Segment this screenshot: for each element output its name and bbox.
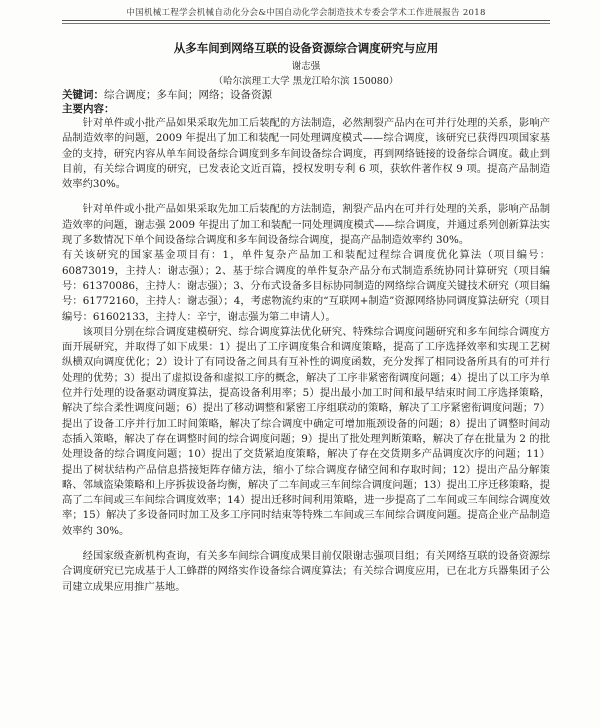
paper-author: 谢志强 <box>291 61 321 72</box>
paragraph-4: 该项目分别在综合调度建模研究、综合调度算法优化研究、特殊综合调度问题研究和多车间综合调度方面开展研究，并取得了如下成果：1）提出了工序调度集合和调度策略，提高了工序选择效率和实现工艺树纵横双向调度优化；2）设计了有同设备之间具有互补性的调度函数，充分发挥了相同设备所具有的可并行处理的优势；3）提出了虚拟设备和虚拟工序的概念，解决了工序非紧密衔调度问题；4）提出了以工序为单位并行处理的设备驱动调度算法，提高设备利用率；5）提出最小加工时间和最早结束时间工序选择策略，解决了综合柔性调度问题；6）提出了移动调整和紧密工序组联动的策略，解决了工序紧密衔调度问题；7）提出了设备工序并行加工时间策略，解决了综合调度中确定可增加瓶颈设备的问题；8）提出了调整时间动态插入策略，解决了存在调整时间的综合调度问题；9）提出了批处理判断策略，解决了存在批量为 2 的批处理设备的综合调度问题；10）提出了交货紧迫度策略，解决了存在交货期多产品调度次序的问题；11）提出了树状结构产品信息搭接矩阵存储方法，缩小了综合调度存储空间和存取时间；12）提出产品分解策略、邻域盗染策略和上序拆拔设备均衡，解决了二车间或三车间综合调度问题；13）提出工序迁移策略，提高了二车间或三车间综合调度效率；14）提出迁移时间利用策略，进一步提高了二车间或三车间综合调度效率；15）解决了多设备同时加工及多工序同时结束等特殊二车间或三车间综合调度问题。提高企业产品制造效率约 30%。 <box>62 325 550 537</box>
paper-title: 从多车间到网络互联的设备资源综合调度研究与应用 <box>173 41 439 55</box>
header-rule-secondary <box>62 23 550 24</box>
header-rule <box>62 20 550 21</box>
paper-affiliation: （哈尔滨理工大学 黑龙江哈尔滨 150080） <box>213 76 399 87</box>
keywords-text: 综合调度；多车间；网络；设备资源 <box>104 89 272 101</box>
paragraph-3: 有关该研究的国家基金项目有：1，单件复杂产品加工和装配过程综合调度优化算法（项目编号：60873019，主持人：谢志强）；2、基于综合调度的单件复杂产品分布式制造系统协同计算研究（项目编号：61370086，主持人：谢志强）；3、分布式设备多目标协同制造的网络综合调度关键技术研究（项目编号：61772160，主持人：谢志强）；4，考虑物流约束的“互联网+制造”资源网络协同调度算法研究（项目编号：61602133，主持人：辛宁，谢志强为第二申请人）。 <box>62 249 550 323</box>
main-content-label: 主要内容： <box>62 103 115 115</box>
keywords-line <box>62 88 550 102</box>
paragraph-5: 经国家级查新机构查询，有关多车间综合调度成果目前仅限谢志强项目组；有关网络互联的设备资源综合调度研究已完成基于人工蜂群的网络实作设备综合调度算法；有关综合调度应用，已在北方兵器集团子公司建立成果应用推广基地。 <box>62 550 550 593</box>
paragraph-1: 针对单件或小批产品如果采取先加工后装配的方法制造，必然割裂产品内在可并行处理的关系，影响产品制造效率的问题，2009 年提出了加工和装配一同处理调度模式——综合调度，该研究已获得四项国家基金的支持，研究内容从单车间设备综合调度到多车间设备综合调度，再到网络链接的设备综合调度。截止到目前，有关综合调度的研究，已发表论文近百篇，授权发明专利 6 项，获软件著作权 9 项。提高产品制造效率约30%。 <box>62 117 550 191</box>
keywords-label: 关键词： <box>62 89 104 101</box>
running-header: 中国机械工程学会机械自动化分会&中国自动化学会制造技术专委会学术工作进展报告 2018 <box>126 8 486 18</box>
paragraph-2: 针对单件或小批产品如果采取先加工后装配的方法制造，割裂产品内在可并行处理的关系，影响产品制造效率的问题，谢志强 2009 年提出了加工和装配一同处理调度模式——综合调度，并通过系列创新算法实现了多数情况下单个间设备综合调度和多车间设备综合调度，提高产品制造效率约 30%。 <box>62 203 550 247</box>
